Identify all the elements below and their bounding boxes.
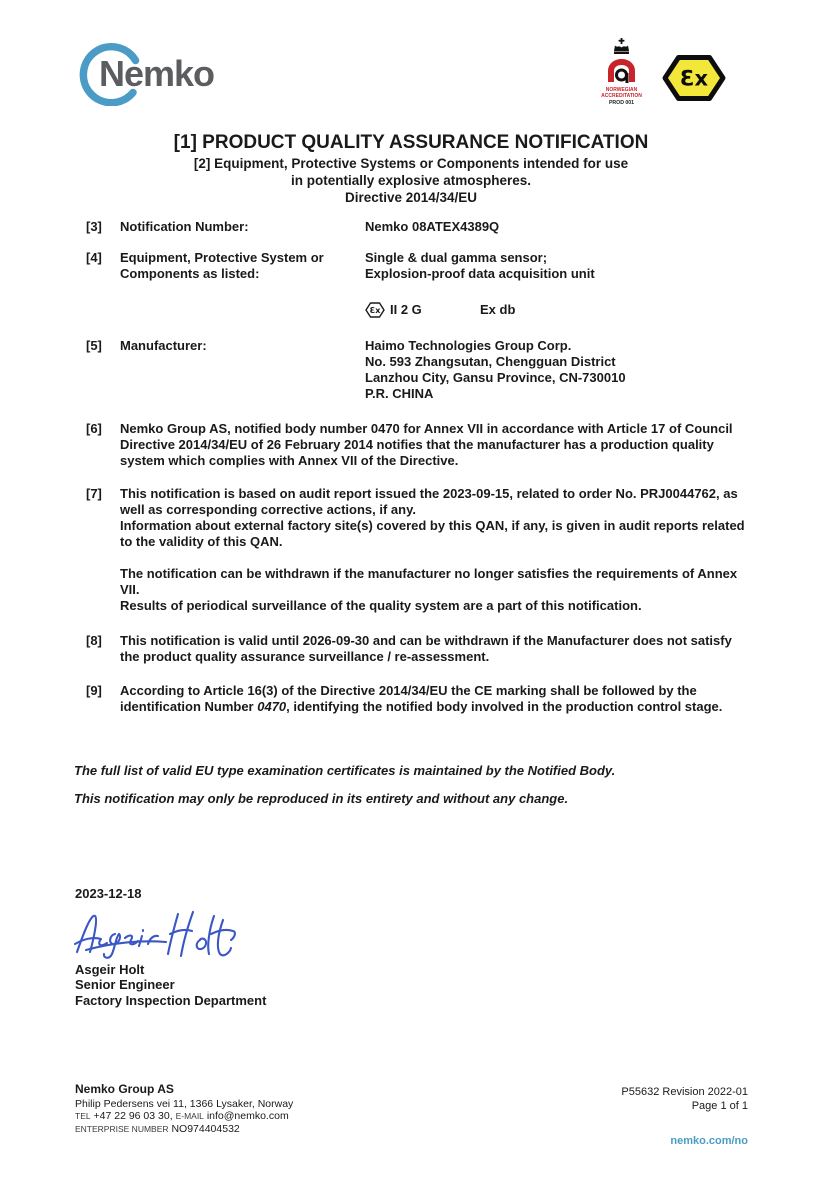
section-number: [9] — [86, 683, 102, 698]
signature-block — [75, 886, 266, 1008]
website-link[interactable]: nemko.com/no — [670, 1135, 748, 1147]
section-notification-number — [86, 219, 752, 235]
ce-marking-text: According to Article 16(3) of the Directive 2014/34/EU the CE marking shall be followed by the identification Number 0470, identifying the notified body involved in the production control stage. — [120, 683, 723, 714]
atex-ex-hexagon-icon — [662, 55, 726, 101]
section-number: [5] — [86, 338, 102, 353]
section-manufacturer — [86, 338, 752, 402]
footer-enterprise — [75, 1123, 293, 1136]
section-number: [7] — [86, 486, 102, 501]
notified-body-text: Nemko Group AS, notified body number 0470 for Annex VII in accordance with Article 17 of Council Directive 2014/34/EU of 26 February 2014 notifies that the manufacturer has a production quality system which complies with Annex VII of the Directive. — [120, 421, 733, 468]
section-audit-basis — [86, 486, 752, 614]
email-label: E-MAIL — [175, 1111, 204, 1121]
subtitle-directive: Directive 2014/34/EU — [344, 190, 478, 205]
svg-text:Ɛx: Ɛx — [369, 306, 381, 315]
footer-company-name: Nemko Group AS — [75, 1082, 174, 1096]
enterprise-label: ENTERPRISE NUMBER — [75, 1123, 169, 1134]
accreditation-text-3: PROD 001 — [608, 100, 635, 106]
notified-body-number: 0470 — [257, 699, 287, 714]
accreditation-text-1: NORWEGIAN — [605, 87, 638, 93]
email-value: info@nemko.com — [206, 1110, 289, 1122]
section-number: [8] — [86, 633, 102, 648]
handwritten-signature — [71, 904, 241, 960]
page-title: [1] PRODUCT QUALITY ASSURANCE NOTIFICATION — [173, 132, 649, 153]
doc-reference: P55632 Revision 2022-01 — [621, 1086, 748, 1098]
subtitle-line-1: [2] Equipment, Protective Systems or Components intended for use — [193, 156, 629, 171]
manufacturer-address: Haimo Technologies Group Corp. No. 593 Zhangsutan, Chengguan District Lanzhou City, Gansu Province, CN-730010 P.R. CHINA — [365, 338, 626, 401]
section-notified-body — [86, 421, 752, 469]
marking-category: II 2 G — [390, 302, 422, 317]
signatory-department: Factory Inspection Department — [75, 992, 267, 1008]
footer-doc-info — [621, 1085, 748, 1148]
equipment-value: Single & dual gamma sensor; Explosion-proof data acquisition unit — [365, 250, 595, 281]
ex-hexagon-small-icon — [365, 302, 385, 318]
note-certificates-list: The full list of valid EU type examination certificates is maintained by the Notified Body. — [74, 763, 616, 778]
accreditation-crown-icon — [595, 38, 651, 108]
signature-date: 2023-12-18 — [75, 886, 142, 901]
accreditation-text-2: ACCREDITATION — [601, 93, 642, 99]
notification-number-label: Notification Number: — [120, 219, 249, 234]
norwegian-accreditation-mark — [595, 38, 651, 108]
tel-label: TEL — [75, 1111, 91, 1121]
page-indicator: Page 1 of 1 — [691, 1100, 748, 1112]
signatory-name: Asgeir Holt — [75, 961, 145, 977]
tel-value: +47 22 96 03 30, — [93, 1110, 173, 1122]
section-number: [3] — [86, 219, 102, 234]
svg-text:Ɛx: Ɛx — [679, 66, 709, 91]
section-equipment — [86, 250, 752, 282]
nemko-logo — [75, 40, 235, 106]
footer-address: Philip Pedersens vei 11, 1366 Lysaker, Norway — [75, 1097, 294, 1110]
notification-number-value: Nemko 08ATEX4389Q — [365, 219, 500, 234]
audit-basis-text: This notification is based on audit report issued the 2023-09-15, related to order No. PRJ0044762, as well as corresponding corrective actions, if any. Information about external factory site(s) covered by this QAN, if any, is given in audit reports related to the validity of this QAN. The notification can be withdrawn if the manufacturer no longer satisfies the requirements of Annex VII. Results of periodical surveillance of the quality system are a part of this notification. — [120, 486, 745, 613]
section-validity — [86, 633, 752, 665]
section-number: [4] — [86, 250, 102, 265]
nemko-logo-text: Nemko — [99, 53, 215, 94]
signatory-identity — [75, 962, 266, 1009]
marking-protection: Ex db — [480, 302, 516, 317]
section-number: [6] — [86, 421, 102, 436]
equipment-label: Equipment, Protective System or Components as listed: — [120, 250, 324, 281]
legal-notes — [74, 763, 754, 807]
subtitle-line-2: in potentially explosive atmospheres. — [290, 173, 532, 188]
document-title-block — [0, 131, 822, 206]
validity-text: This notification is valid until 2026-09-30 and can be withdrawn if the Manufacturer does not satisfy the product quality assurance surveillance / re-assessment. — [120, 633, 732, 664]
ex-marking-group — [365, 302, 480, 318]
manufacturer-label: Manufacturer: — [120, 338, 207, 353]
note-reproduction: This notification may only be reproduced in its entirety and without any change. — [74, 791, 569, 806]
section-ce-marking — [86, 683, 752, 715]
signatory-title: Senior Engineer — [75, 977, 175, 992]
enterprise-value: NO974404532 — [171, 1122, 240, 1135]
footer-contact — [75, 1110, 293, 1123]
section-marking — [86, 282, 752, 318]
certificate-body — [86, 219, 752, 715]
footer-company-block — [75, 1083, 293, 1135]
